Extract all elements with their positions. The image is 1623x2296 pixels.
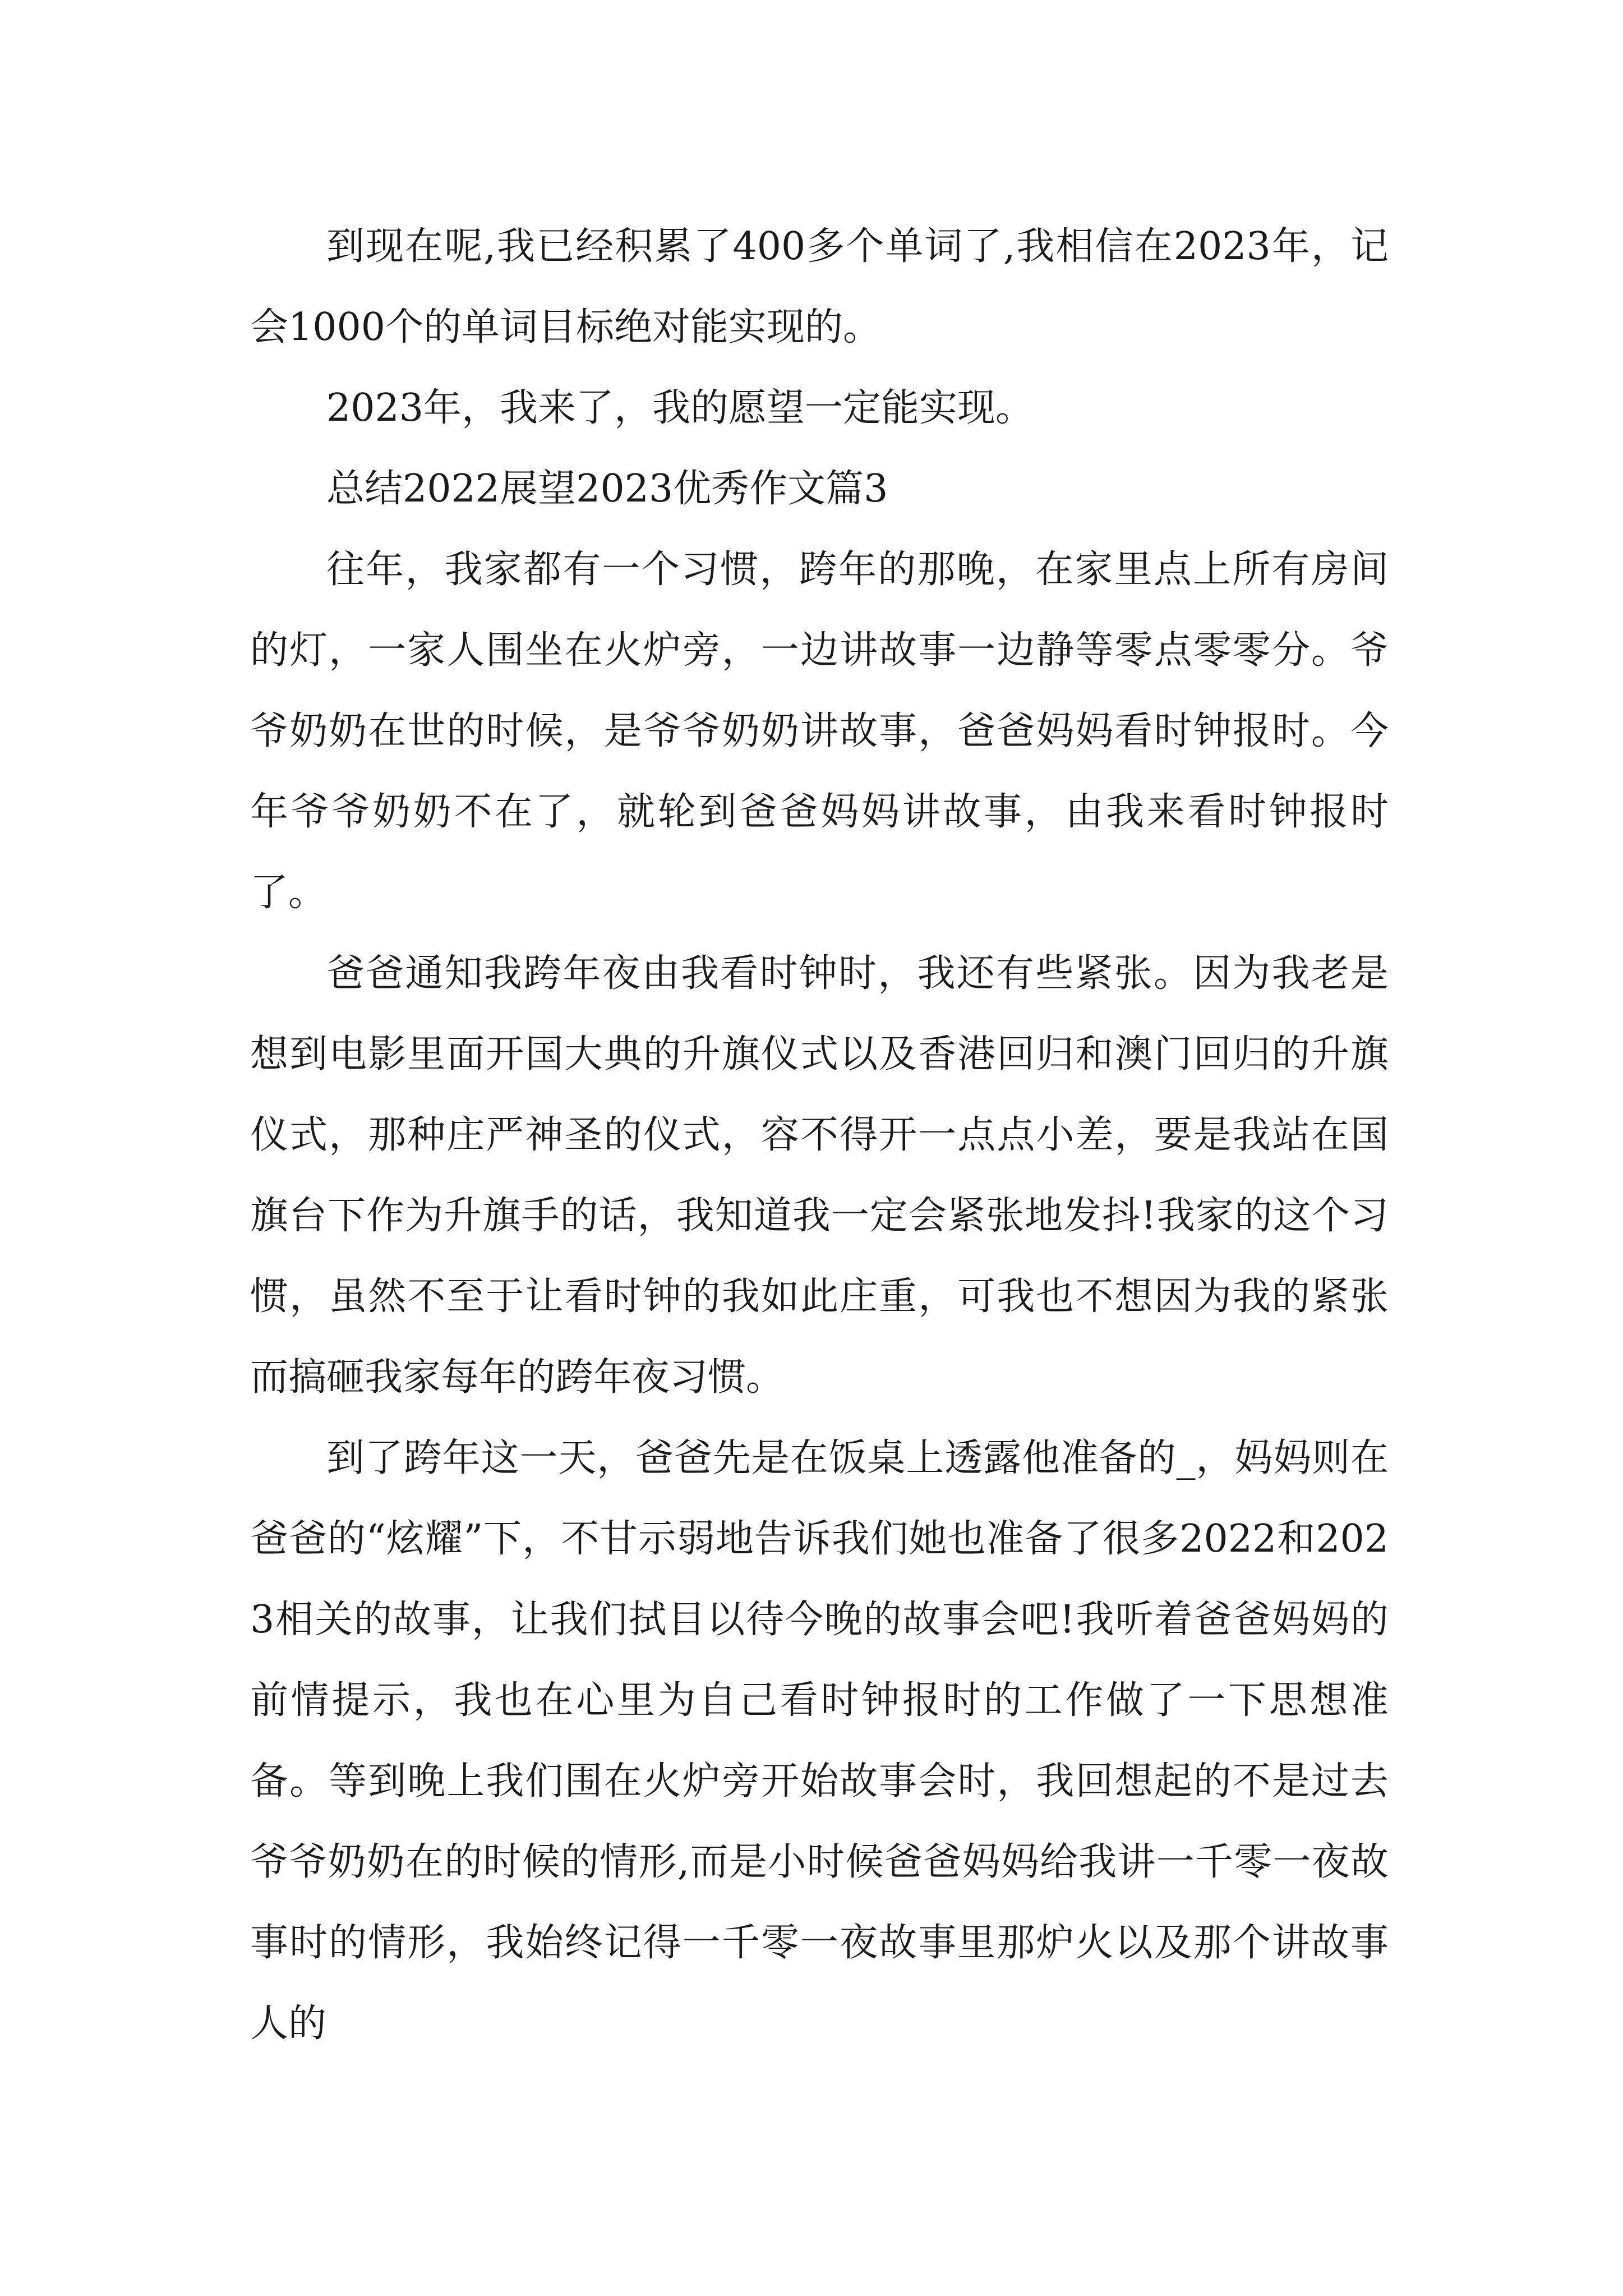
paragraph-new-year-eve: 到了跨年这一天，爸爸先是在饭桌上透露他准备的_，妈妈则在爸爸的“炫耀”下，不甘示弱地告诉我们她也准备了很多2022和2023相关的故事，让我们拭目以待今晚的故事会吧!我听着爸爸妈妈的前情提示，我也在心里为自己看时钟报时的工作做了一下思想准备。等到晚上我们围在火炉旁开始故事会时，我回想起的不是过去爷爷奶奶在的时候的情形,而是小时候爸爸妈妈给我讲一千零一夜故事时的情形，我始终记得一千零一夜故事里那炉火以及那个讲故事人的 (250, 1436, 1389, 2046)
paragraph-vocabulary: 到现在呢,我已经积累了400多个单词了,我相信在2023年，记会1000个的单词目标绝对能实现的。 (250, 224, 1389, 349)
paragraph-nervous: 爸爸通知我跨年夜由我看时钟时，我还有些紧张。因为我老是想到电影里面开国大典的升旗仪式以及香港回归和澳门回归的升旗仪式，那种庄严神圣的仪式，容不得开一点点小差，要是我站在国旗台下作为升旗手的话，我知道我一定会紧张地发抖!我家的这个习惯，虽然不至于让看时钟的我如此庄重，可我也不想因为我的紧张而搞砸我家每年的跨年夜习惯。 (250, 951, 1389, 1400)
paragraph-family-tradition: 往年，我家都有一个习惯，跨年的那晚，在家里点上所有房间的灯，一家人围坐在火炉旁，一边讲故事一边静等零点零零分。爷爷奶奶在世的时候，是爷爷奶奶讲故事，爸爸妈妈看时钟报时。今年爷爷奶奶不在了，就轮到爸爸妈妈讲故事，由我来看时钟报时了。 (250, 547, 1389, 915)
document-body (250, 206, 1389, 2064)
essay-heading: 总结2022展望2023优秀作文篇3 (326, 467, 888, 511)
paragraph-wish: 2023年，我来了，我的愿望一定能实现。 (326, 386, 1034, 430)
